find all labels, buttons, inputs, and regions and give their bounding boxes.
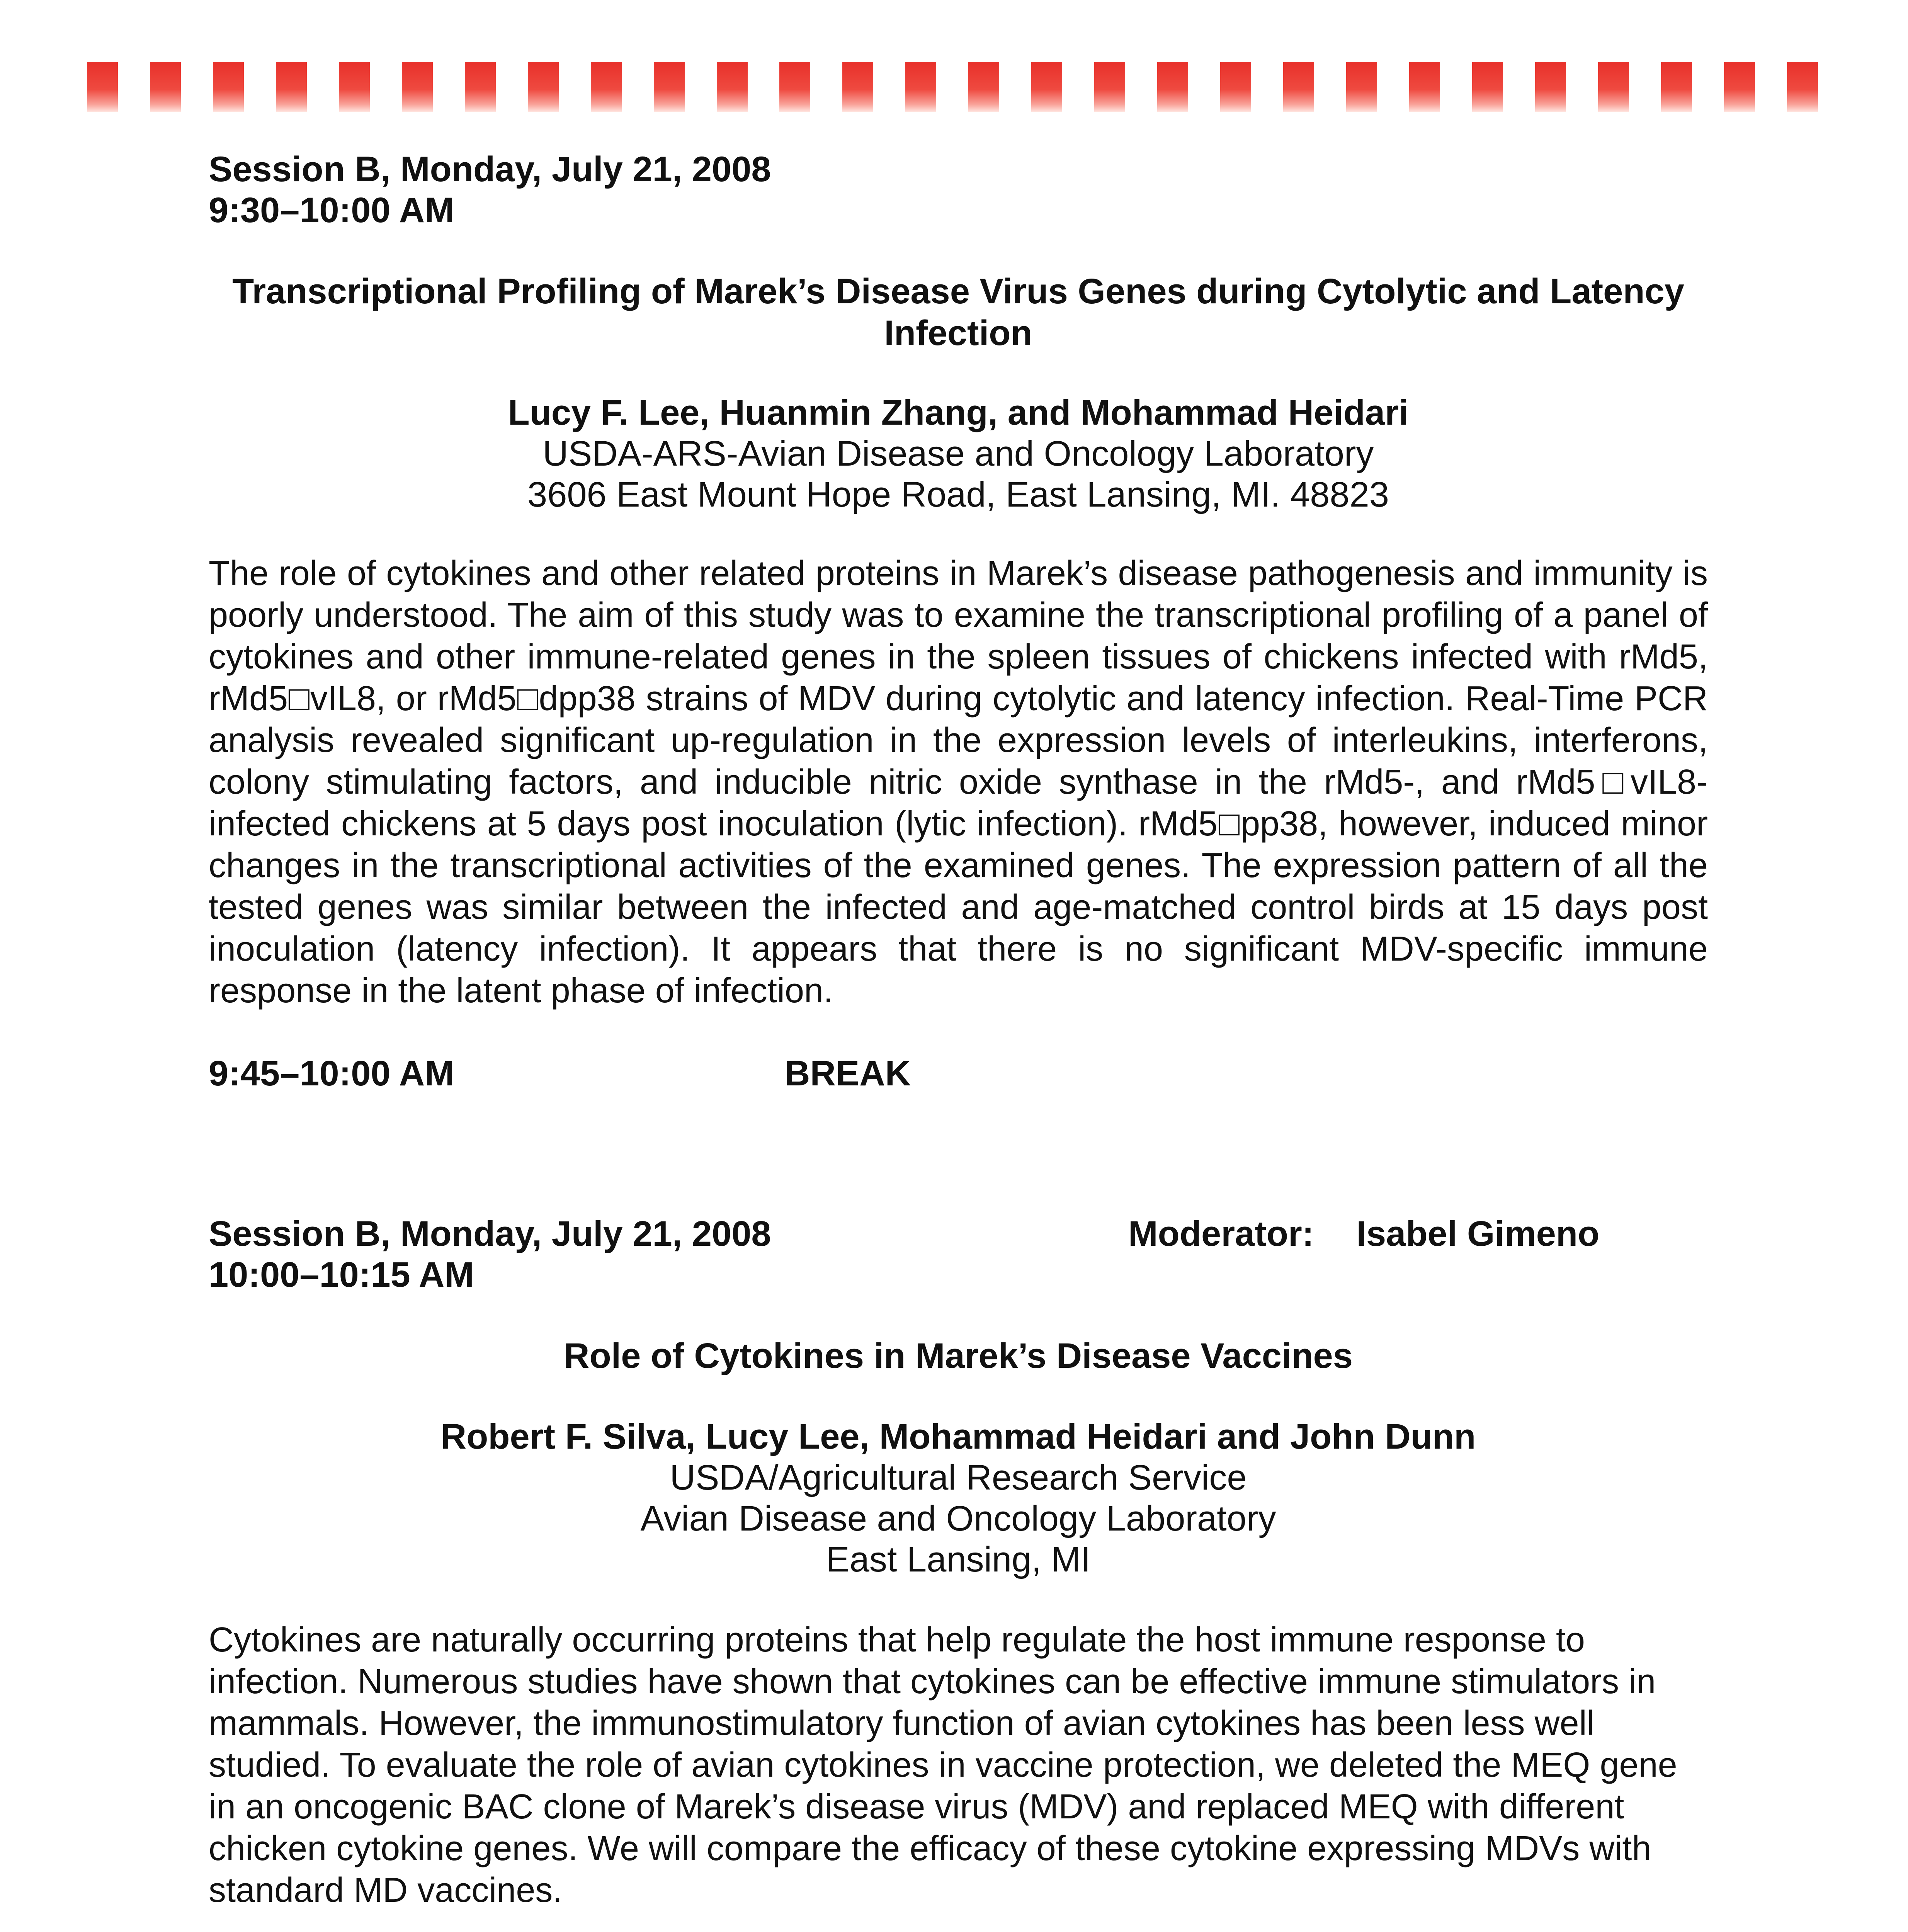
- band-dash: [905, 62, 936, 112]
- band-dash: [591, 62, 622, 112]
- session2-affiliation-line: East Lansing, MI: [826, 1540, 1091, 1579]
- session2-affiliation-line: USDA/Agricultural Research Service: [670, 1458, 1247, 1497]
- band-dash: [779, 62, 810, 112]
- band-dash: [276, 62, 307, 112]
- moderator-label: Moderator:: [1128, 1214, 1314, 1253]
- band-dash: [1472, 62, 1503, 112]
- band-dash: [1724, 62, 1755, 112]
- session1-affiliation-line: 3606 East Mount Hope Road, East Lansing, MI. 48823: [527, 475, 1389, 514]
- moderator-name: Isabel Gimeno: [1356, 1214, 1600, 1253]
- band-dash: [213, 62, 244, 112]
- session2-heading: Session B, Monday, July 21, 2008: [209, 1214, 771, 1253]
- session1-affiliation-line: USDA-ARS-Avian Disease and Oncology Laboratory: [542, 434, 1374, 473]
- session1-byline: [209, 392, 1708, 515]
- session2-affiliation-line: Avian Disease and Oncology Laboratory: [640, 1499, 1276, 1538]
- band-dash: [1409, 62, 1440, 112]
- band-dash: [1220, 62, 1251, 112]
- session2-abstract: Cytokines are naturally occurring proteins that help regulate the host immune response to infection. Numerous studies have shown that cytokines can be effective immune stimulators in mammals. However, the immunostimulatory function of avian cytokines has been less well studied. To evaluate the role of avian cytokines in vaccine protection, we deleted the MEQ gene in an oncogenic BAC clone of Marek’s disease virus (MDV) and replaced MEQ with different chicken cytokine genes. We will compare the efficacy of these cytokine expressing MDVs with standard MD vaccines.: [209, 1621, 1677, 1910]
- band-dash: [1598, 62, 1629, 112]
- band-dash: [842, 62, 873, 112]
- session1-time: 9:30–10:00 AM: [209, 190, 454, 230]
- break-label: BREAK: [784, 1054, 911, 1093]
- session2-moderator: [1128, 1213, 1599, 1254]
- session1-header: [209, 149, 1708, 231]
- break-time: 9:45–10:00 AM: [209, 1054, 454, 1093]
- band-dash: [968, 62, 999, 112]
- band-dash: [528, 62, 559, 112]
- session2-title: Role of Cytokines in Marek’s Disease Vaccines: [564, 1336, 1353, 1376]
- band-dash: [1661, 62, 1692, 112]
- band-dash: [1787, 62, 1818, 112]
- band-dash: [1094, 62, 1125, 112]
- band-dash: [150, 62, 181, 112]
- band-dash: [87, 62, 118, 112]
- band-dash: [1346, 62, 1377, 112]
- band-dash: [1031, 62, 1062, 112]
- band-dash: [1283, 62, 1314, 112]
- band-dash: [402, 62, 433, 112]
- band-dash: [1157, 62, 1188, 112]
- session2-time: 10:00–10:15 AM: [209, 1255, 474, 1294]
- session1-title: Transcriptional Profiling of Marek’s Disease Virus Genes during Cytolytic and Latency Infection: [232, 272, 1684, 353]
- band-dash: [465, 62, 496, 112]
- band-dash: [339, 62, 370, 112]
- band-dash: [717, 62, 748, 112]
- session1-abstract: The role of cytokines and other related proteins in Marek’s disease pathogenesis and immunity is poorly understood. The aim of this study was to examine the transcriptional profiling of a panel of cytokines and other immune-related genes in the spleen tissues of chickens infected with rMd5, rMd5□vIL8, or rMd5□dpp38 strains of MDV during cytolytic and latency infection. Real-Time PCR analysis revealed significant up-regulation in the expression levels of interleukins, interferons, colony stimulating factors, and inducible nitric oxide synthase in the rMd5-, and rMd5□vIL8-infected chickens at 5 days post inoculation (lytic infection). rMd5□pp38, however, induced minor changes in the transcriptional activities of the examined genes. The expression pattern of all the tested genes was similar between the infected and age-matched control birds at 15 days post inoculation (latency infection). It appears that there is no significant MDV-specific immune response in the latent phase of infection.: [209, 554, 1708, 1010]
- session1-heading: Session B, Monday, July 21, 2008: [209, 150, 771, 189]
- decorative-red-band: [87, 62, 1818, 112]
- band-dash: [1535, 62, 1566, 112]
- session1-authors: Lucy F. Lee, Huanmin Zhang, and Mohammad Heidari: [508, 393, 1409, 432]
- session2-byline: [209, 1416, 1708, 1580]
- band-dash: [654, 62, 685, 112]
- session2-authors: Robert F. Silva, Lucy Lee, Mohammad Heidari and John Dunn: [440, 1417, 1476, 1456]
